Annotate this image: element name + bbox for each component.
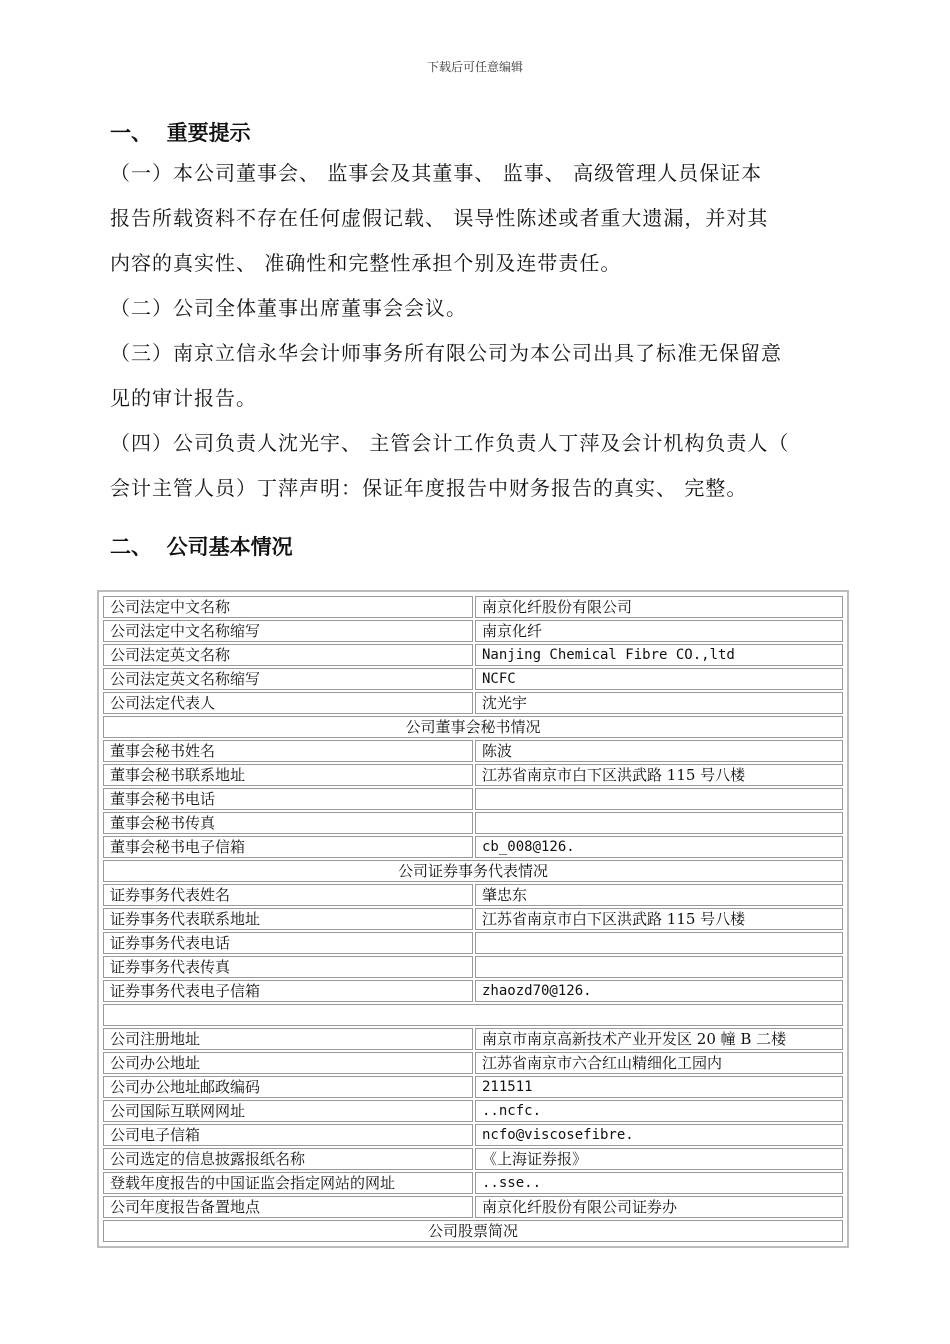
table-row: [103, 908, 843, 930]
table-section-title: 公司股票简况: [103, 1220, 843, 1242]
table-cell-value: NCFC: [475, 668, 843, 690]
table-cell-value: [475, 932, 843, 954]
table-cell-value: 江苏省南京市六合红山精细化工园内: [475, 1052, 843, 1074]
table-row: [103, 1052, 843, 1074]
table-cell-label: 董事会秘书电话: [103, 788, 473, 810]
table-cell-value: ncfo@viscosefibre.: [475, 1124, 843, 1146]
table-row: [103, 620, 843, 642]
table-cell-label: 公司办公地址: [103, 1052, 473, 1074]
notice-line: （一）本公司董事会、 监事会及其董事、 监事、 高级管理人员保证本: [110, 161, 763, 185]
table-row: [103, 764, 843, 786]
notice-line: （三）南京立信永华会计师事务所有限公司为本公司出具了标准无保留意: [110, 341, 782, 365]
table-cell-value: ..ncfc.: [475, 1100, 843, 1122]
notice-line: （二）公司全体董事出席董事会会议。: [110, 296, 467, 320]
table-row: [103, 1148, 843, 1170]
table-cell-label: 公司法定中文名称: [103, 596, 473, 618]
table-cell-label: 公司国际互联网网址: [103, 1100, 473, 1122]
table-cell-value: 《上海证券报》: [475, 1148, 843, 1170]
section-heading-important-notice: 一、 重要提示: [110, 121, 251, 145]
table-cell-label: 公司电子信箱: [103, 1124, 473, 1146]
table-section-title: 公司董事会秘书情况: [103, 716, 843, 738]
table-cell-label: 公司办公地址邮政编码: [103, 1076, 473, 1098]
table-row: [103, 1028, 843, 1050]
table-cell-label: 公司法定代表人: [103, 692, 473, 714]
table-row: [103, 956, 843, 978]
important-notice-paragraphs: [110, 151, 845, 511]
table-cell-label: 证券事务代表姓名: [103, 884, 473, 906]
table-row: [103, 884, 843, 906]
table-row: [103, 1124, 843, 1146]
page-header-note: 下载后可任意编辑: [426, 60, 523, 74]
table-row: [103, 788, 843, 810]
table-cell-label: 证券事务代表联系地址: [103, 908, 473, 930]
table-section-title: 公司证券事务代表情况: [103, 860, 843, 882]
table-cell-value: [475, 956, 843, 978]
table-cell-value: 江苏省南京市白下区洪武路 115 号八楼: [475, 764, 843, 786]
table-cell-value: 211511: [475, 1076, 843, 1098]
table-section-row: [103, 860, 843, 882]
table-row: [103, 980, 843, 1002]
table-row: [103, 812, 843, 834]
table-cell-label: 董事会秘书联系地址: [103, 764, 473, 786]
section-heading-company-info: 二、 公司基本情况: [110, 535, 293, 559]
table-cell-value: [475, 812, 843, 834]
table-cell-value: 南京市南京高新技术产业开发区 20 幢 B 二楼: [475, 1028, 843, 1050]
table-cell-value: Nanjing Chemical Fibre CO.,ltd: [475, 644, 843, 666]
notice-line: 报告所载资料不存在任何虚假记载、 误导性陈述或者重大遗漏，并对其: [110, 206, 769, 230]
notice-line: 会计主管人员）丁萍声明：保证年度报告中财务报告的真实、 完整。: [110, 476, 748, 500]
table-cell-value: 江苏省南京市白下区洪武路 115 号八楼: [475, 908, 843, 930]
company-info-table-frame: [97, 590, 849, 1248]
table-cell-label: 证券事务代表传真: [103, 956, 473, 978]
table-cell-value: 陈波: [475, 740, 843, 762]
table-cell-label: 公司注册地址: [103, 1028, 473, 1050]
table-cell-value: cb_008@126.: [475, 836, 843, 858]
notice-line: 内容的真实性、 准确性和完整性承担个别及连带责任。: [110, 251, 622, 275]
table-cell-label: 公司法定英文名称缩写: [103, 668, 473, 690]
notice-line: 见的审计报告。: [110, 386, 257, 410]
table-section-row: [103, 716, 843, 738]
table-cell-label: 公司年度报告备置地点: [103, 1196, 473, 1218]
table-row: [103, 668, 843, 690]
table-row: [103, 836, 843, 858]
table-cell-label: 董事会秘书姓名: [103, 740, 473, 762]
table-cell-value: 南京化纤股份有限公司: [475, 596, 843, 618]
table-cell-value: 肇忠东: [475, 884, 843, 906]
table-row: [103, 1100, 843, 1122]
table-row: [103, 740, 843, 762]
table-section-row: [103, 1220, 843, 1242]
table-cell-label: 董事会秘书传真: [103, 812, 473, 834]
table-row: [103, 932, 843, 954]
table-row: [103, 1196, 843, 1218]
table-row: [103, 692, 843, 714]
table-cell-label: 证券事务代表电子信箱: [103, 980, 473, 1002]
table-cell-label: 公司法定中文名称缩写: [103, 620, 473, 642]
table-cell-value: [475, 788, 843, 810]
table-cell-label: 公司法定英文名称: [103, 644, 473, 666]
table-cell-label: 证券事务代表电话: [103, 932, 473, 954]
table-row: [103, 644, 843, 666]
table-cell-value: 南京化纤: [475, 620, 843, 642]
table-cell-value: 南京化纤股份有限公司证券办: [475, 1196, 843, 1218]
table-cell-label: 公司选定的信息披露报纸名称: [103, 1148, 473, 1170]
table-row: [103, 1076, 843, 1098]
table-row: [103, 1172, 843, 1194]
table-spacer-cell: [103, 1004, 843, 1026]
table-cell-value: 沈光宇: [475, 692, 843, 714]
table-cell-label: 董事会秘书电子信箱: [103, 836, 473, 858]
table-row: [103, 596, 843, 618]
table-cell-label: 登载年度报告的中国证监会指定网站的网址: [103, 1172, 473, 1194]
company-info-table: [101, 594, 845, 1244]
notice-line: （四）公司负责人沈光宇、 主管会计工作负责人丁萍及会计机构负责人（: [110, 431, 790, 455]
table-cell-value: ..sse..: [475, 1172, 843, 1194]
table-cell-value: zhaozd70@126.: [475, 980, 843, 1002]
table-spacer-row: [103, 1004, 843, 1026]
